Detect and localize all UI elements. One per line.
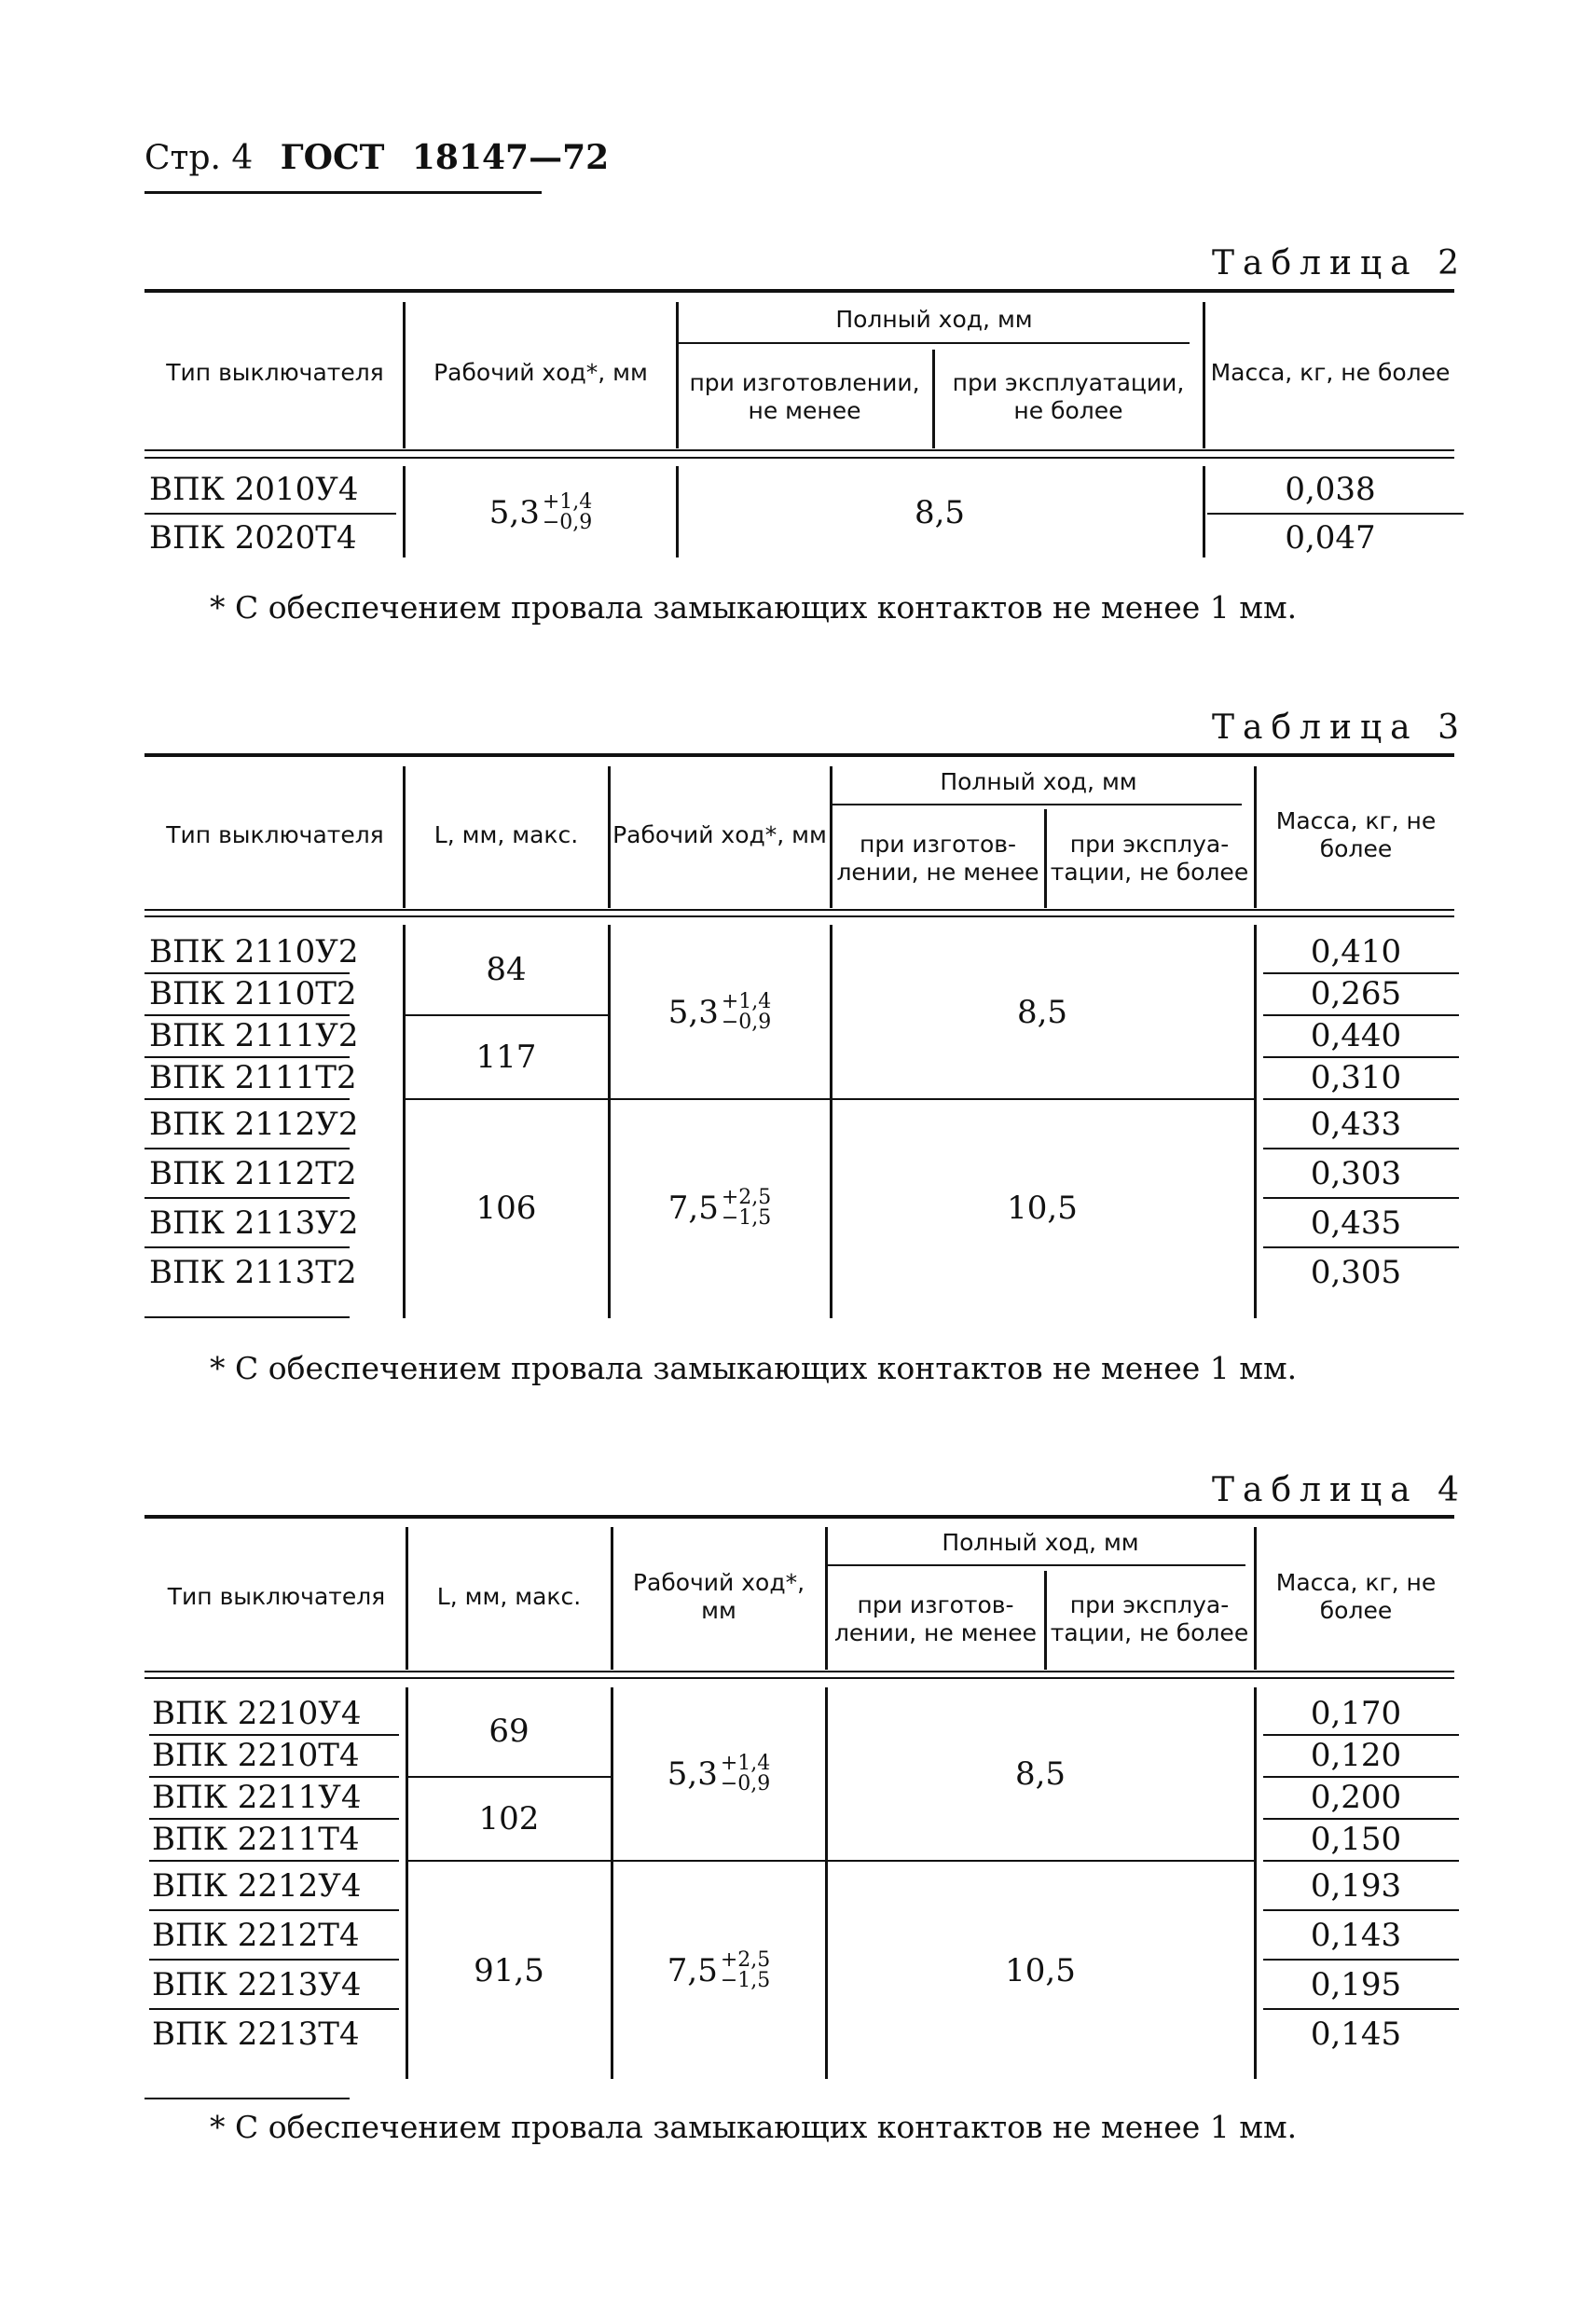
table-cell-mass: 0,145: [1310, 2015, 1402, 2053]
table2-header-type: Тип выключателя: [166, 359, 384, 386]
table4-caption: Таблица 4: [1212, 1471, 1467, 1509]
table-row-type: ВПК 2110Т2: [149, 974, 357, 1012]
table-cell-length: 106: [475, 1190, 537, 1227]
table-cell-length: 91,5: [474, 1951, 544, 1989]
table4-header-type: Тип выключателя: [167, 1583, 386, 1610]
table-row-type: ВПК 2213У4: [152, 1965, 362, 2003]
table-cell-length: 117: [475, 1039, 537, 1076]
table4-header-length: L, мм, макс.: [436, 1583, 582, 1610]
table-cell-mass: 0,433: [1310, 1105, 1402, 1143]
table3-header-manuf: при изготов-лении, не менее: [836, 831, 1039, 886]
table3-footnote: * С обеспечением провала замыкающих контактов не менее 1 мм.: [210, 1350, 1298, 1386]
table-cell-length: 102: [478, 1800, 540, 1837]
table-row-type: ВПК 2112У2: [149, 1105, 359, 1143]
table-row-type: ВПК 2110У2: [149, 932, 359, 970]
table4-work-stroke-2: 7,5 +2,5 −1,5: [667, 1947, 771, 1992]
table-cell-mass: 0,265: [1310, 974, 1402, 1012]
table4-work-stroke-1: 5,3 +1,4 −0,9: [667, 1752, 771, 1796]
table2-header-full-stroke: Полный ход, мм: [835, 306, 1033, 333]
table-row-type: ВПК 2213Т4: [152, 2015, 360, 2053]
table4-footnote: * С обеспечением провала замыкающих контактов не менее 1 мм.: [210, 2109, 1298, 2145]
table-row-type: ВПК 2010У4: [149, 471, 359, 508]
table-row-type: ВПК 2113Т2: [149, 1253, 357, 1291]
table-cell-mass: 0,310: [1310, 1058, 1402, 1096]
table-row-type: ВПК 2210Т4: [152, 1736, 360, 1774]
table3-full-stroke-2: 10,5: [1007, 1190, 1078, 1227]
table-row-type: ВПК 2112Т2: [149, 1154, 357, 1192]
table-row-type: ВПК 2211Т4: [152, 1820, 360, 1858]
table2-header-manuf: при изготовлении, не менее: [689, 369, 920, 424]
table-cell-mass: 0,047: [1285, 519, 1376, 557]
table2-header-work-stroke: Рабочий ход*, мм: [433, 359, 648, 386]
table-cell-mass: 0,440: [1310, 1016, 1402, 1054]
table4-header-full-stroke: Полный ход, мм: [942, 1529, 1139, 1556]
table3-header-mass: Масса, кг, не более: [1275, 807, 1437, 862]
table-cell-mass: 0,193: [1310, 1866, 1402, 1905]
table-cell-mass: 0,410: [1310, 932, 1402, 970]
page-header: [144, 138, 609, 177]
table2-header-oper: при эксплуатации, не более: [952, 369, 1185, 424]
table-cell-mass: 0,150: [1310, 1820, 1402, 1858]
table3-header-type: Тип выключателя: [166, 821, 384, 848]
table3-header-full-stroke: Полный ход, мм: [940, 768, 1137, 795]
table-cell-mass: 0,303: [1310, 1154, 1402, 1192]
table-cell-mass: 0,143: [1310, 1916, 1402, 1954]
table-row-type: ВПК 2111Т2: [149, 1058, 357, 1096]
table2-full-stroke-value: 8,5: [914, 494, 966, 531]
table4-header-mass: Масса, кг, не более: [1275, 1569, 1437, 1624]
table-cell-length: 69: [488, 1713, 530, 1750]
table-row-type: ВПК 2211У4: [152, 1778, 362, 1816]
table3-work-stroke-1: 5,3 +1,4 −0,9: [667, 990, 772, 1034]
table-cell-mass: 0,435: [1310, 1204, 1402, 1242]
gost-number: 18147—72: [411, 138, 610, 177]
table-row-type: ВПК 2113У2: [149, 1204, 359, 1242]
table-cell-mass: 0,120: [1310, 1736, 1402, 1774]
table3-work-stroke-2: 7,5 +2,5 −1,5: [667, 1186, 772, 1230]
table3-header-work-stroke: Рабочий ход*, мм: [612, 821, 827, 848]
table4-header-oper: при эксплуа-тации, не более: [1050, 1591, 1249, 1646]
table3-caption: Таблица 3: [1212, 709, 1467, 747]
table4-full-stroke-2: 10,5: [1005, 1951, 1076, 1989]
table2-header-mass: Масса, кг, не более: [1210, 359, 1451, 386]
table-cell-length: 84: [486, 951, 527, 988]
page-number: Стр. 4: [144, 139, 254, 177]
table3-full-stroke-1: 8,5: [1016, 994, 1068, 1031]
table-cell-mass: 0,038: [1285, 471, 1376, 508]
table-cell-mass: 0,195: [1310, 1965, 1402, 2003]
table4-full-stroke-1: 8,5: [1014, 1755, 1066, 1793]
gost-label: ГОСТ: [280, 138, 385, 177]
table2-caption: Таблица 2: [1212, 244, 1467, 282]
table4-header-work-stroke: Рабочий ход*, мм: [632, 1569, 805, 1624]
table3-header-oper: при эксплуа-тации, не более: [1050, 831, 1249, 886]
table-row-type: ВПК 2020Т4: [149, 519, 357, 557]
table-row-type: ВПК 2210У4: [152, 1694, 362, 1732]
table-row-type: ВПК 2212Т4: [152, 1916, 360, 1954]
table2-footnote: * С обеспечением провала замыкающих контактов не менее 1 мм.: [210, 589, 1298, 626]
header-rule: [144, 191, 542, 194]
table-row-type: ВПК 2111У2: [149, 1016, 359, 1054]
table4-header-manuf: при изготов-лении, не менее: [833, 1591, 1038, 1646]
table-cell-mass: 0,305: [1310, 1253, 1402, 1291]
table-row-type: ВПК 2212У4: [152, 1866, 362, 1905]
table-cell-mass: 0,170: [1310, 1694, 1402, 1732]
table3-header-length: L, мм, макс.: [433, 821, 579, 848]
table-cell-mass: 0,200: [1310, 1778, 1402, 1816]
table2-work-stroke-value: 5,3 +1,4 −0,9: [488, 490, 593, 534]
